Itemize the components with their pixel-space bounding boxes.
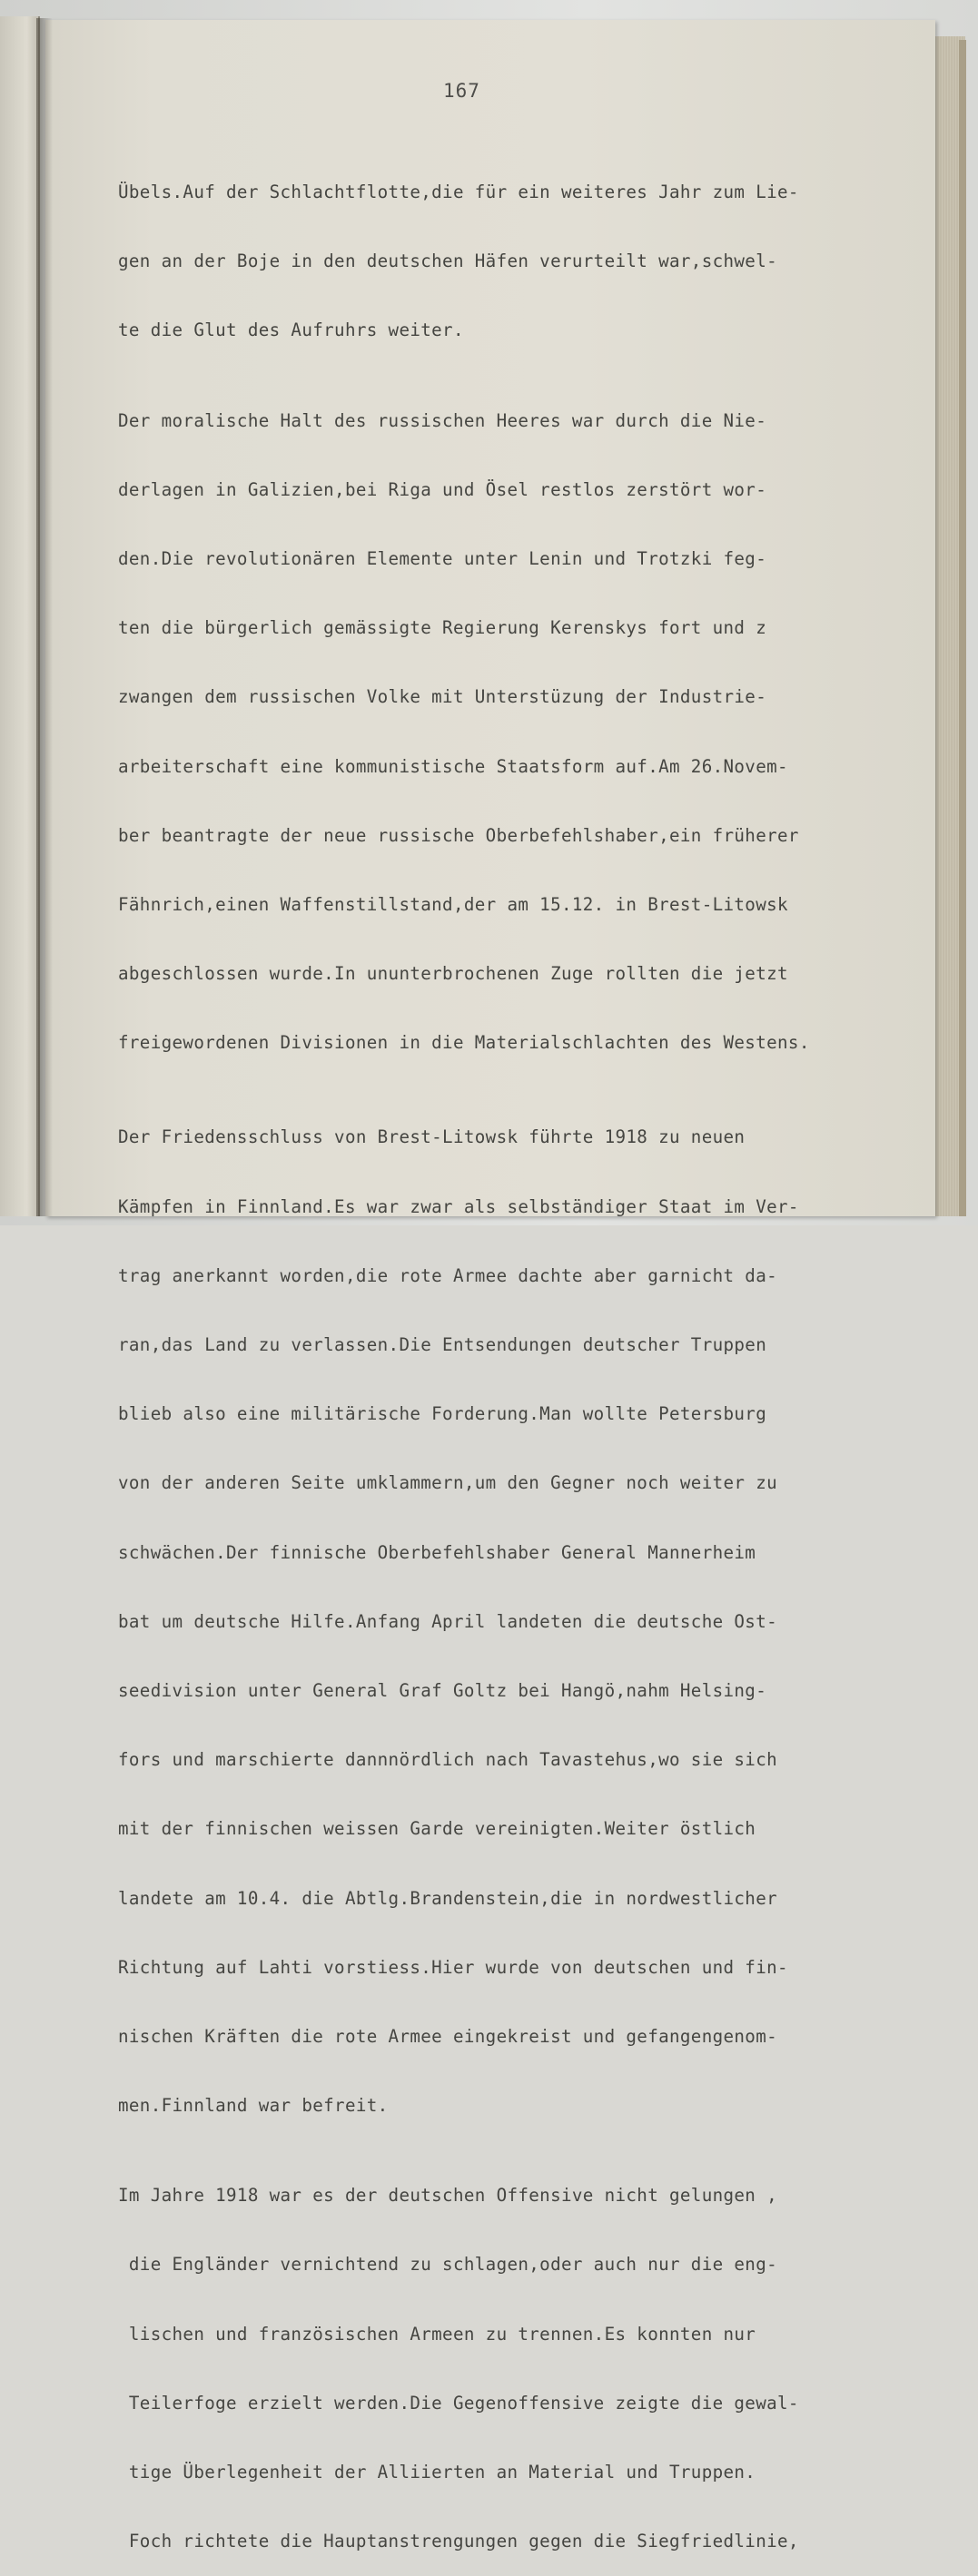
text-line: men.Finnland war befreit. [118, 2095, 389, 2117]
spine-shadow [36, 18, 53, 1216]
text-line: blieb also eine militärische Forderung.Man wollte Petersburg [118, 1403, 767, 1425]
text-line: abgeschlossen wurde.In ununterbrochenen Zuge rollten die jetzt [118, 963, 788, 985]
text-line: gen an der Boje in den deutschen Häfen verurteilt war,schwel- [118, 251, 778, 272]
text-line: trag anerkannt worden,die rote Armee dachte aber garnicht da- [118, 1264, 778, 1286]
text-line: ran,das Land zu verlassen.Die Entsendungen deutscher Truppen [118, 1334, 767, 1355]
text-line: te die Glut des Aufruhrs weiter. [118, 320, 464, 341]
book-cover-edge [959, 40, 966, 1216]
page-number: 167 [443, 80, 480, 102]
text-line: zwangen dem russischen Volke mit Unterstüzung der Industrie- [118, 686, 767, 708]
text-line: bat um deutsche Hilfe.Anfang April landeten die deutsche Ost- [118, 1610, 778, 1632]
text-line: Richtung auf Lahti vorstiess.Hier wurde von deutschen und fin- [118, 1956, 788, 1978]
text-line: den.Die revolutionären Elemente unter Lenin und Trotzki feg- [118, 547, 767, 569]
text-line: schwächen.Der finnische Oberbefehlshaber General Mannerheim [118, 1541, 756, 1563]
text-line: Kämpfen in Finnland.Es war zwar als selbständiger Staat im Ver- [118, 1195, 799, 1217]
text-line: tige Überlegenheit der Alliierten an Material und Truppen. [118, 2462, 756, 2483]
text-line: mit der finnischen weissen Garde vereinigten.Weiter östlich [118, 1818, 756, 1840]
text-line: Foch richtete die Hauptanstrengungen gegen die Siegfriedlinie, [118, 2531, 799, 2552]
text-line: Übels.Auf der Schlachtflotte,die für ein weiteres Jahr zum Lie- [118, 182, 799, 202]
text-line: arbeiterschaft eine kommunistische Staatsform auf.Am 26.Novem- [118, 755, 788, 777]
text-line: Teilerfoge erzielt werden.Die Gegenoffensive zeigte die gewal- [118, 2392, 799, 2414]
typed-text [118, 116, 917, 2576]
text-line: fors und marschierte dannnördlich nach Tavastehus,wo sie sich [118, 1749, 778, 1771]
text-line: seedivision unter General Graf Goltz bei Hangö,nahm Helsing- [118, 1679, 767, 1701]
text-line: nischen Kräften die rote Armee eingekreist und gefangengenom- [118, 2025, 778, 2047]
left-page-edge [0, 16, 40, 1216]
text-line: lischen und französischen Armeen zu trennen.Es konnten nur [118, 2323, 756, 2345]
text-line: Der moralische Halt des russischen Heeres war durch die Nie- [118, 409, 767, 431]
text-line: Fähnrich,einen Waffenstillstand,der am 15.12. in Brest-Litowsk [118, 893, 788, 915]
text-line: freigewordenen Divisionen in die Materialschlachten des Westens. [118, 1032, 810, 1054]
text-line: Der Friedensschluss von Brest-Litowsk führte 1918 zu neuen [118, 1126, 746, 1148]
text-line: die Engländer vernichtend zu schlagen,oder auch nur die eng- [118, 2254, 778, 2276]
text-line: ten die bürgerlich gemässigte Regierung Kerenskys fort und z [118, 617, 767, 639]
text-line: ber beantragte der neue russische Oberbefehlshaber,ein früherer [118, 824, 799, 846]
text-line: derlagen in Galizien,bei Riga und Ösel restlos zerstört wor- [118, 478, 767, 500]
text-line: landete am 10.4. die Abtlg.Brandenstein,die in nordwestlicher [118, 1887, 778, 1909]
text-line: von der anderen Seite umklammern,um den Gegner noch weiter zu [118, 1472, 778, 1494]
text-line: Im Jahre 1918 war es der deutschen Offensive nicht gelungen , [118, 2185, 778, 2207]
